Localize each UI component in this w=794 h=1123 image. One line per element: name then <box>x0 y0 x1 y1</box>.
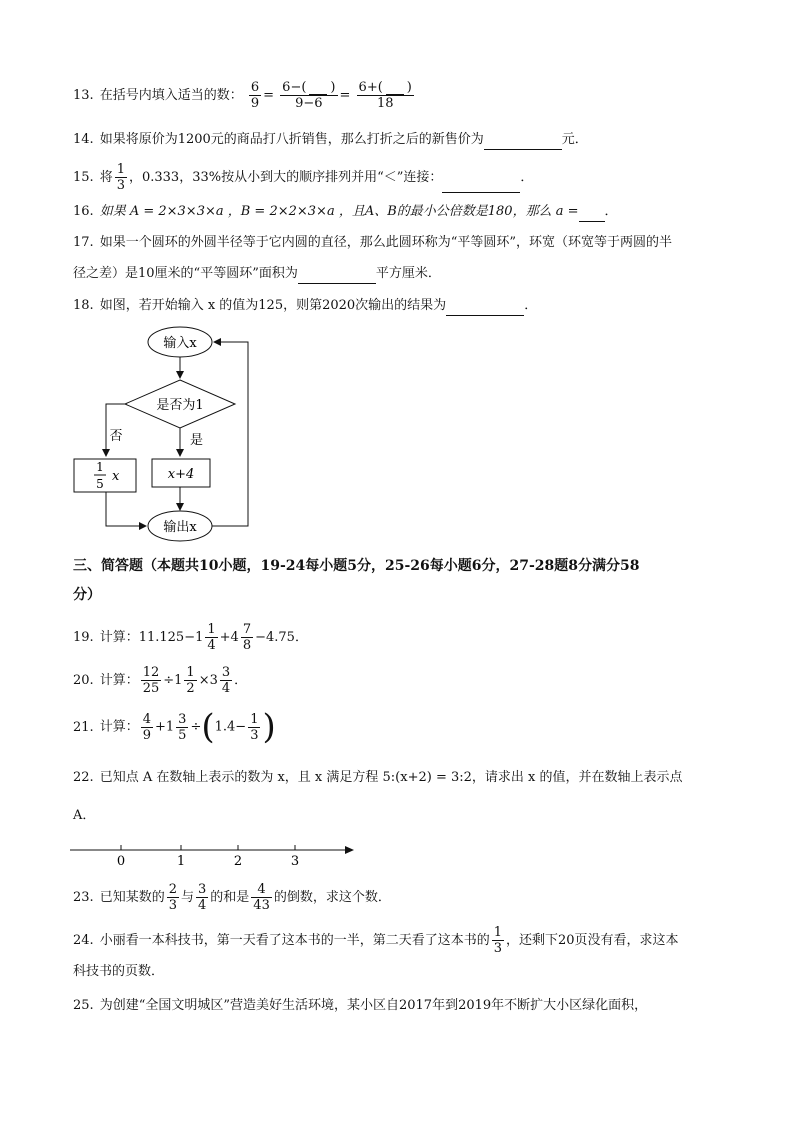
question-13: 13. 在括号内填入适当的数： $\frac{6}{9}$ = $\frac{6-( )}{9-6}$ = $\frac{6+( )}{18}$ <box>73 80 412 111</box>
number-line <box>70 840 360 870</box>
question-17-line-1 <box>73 233 672 253</box>
question-text: 在括号内填入适当的数： <box>99 88 243 103</box>
svg-text:1: 1 <box>96 460 104 474</box>
svg-text:x: x <box>112 469 120 484</box>
section-3-heading-cont: 分） <box>73 587 101 603</box>
section-3-heading: 三、简答题（本题共10小题，19-24每小题5分，25-26每小题6分，27-28题8分满分58 <box>73 558 640 574</box>
question-17-line-2: 径之差）是10厘米的“平等圆环”面积为 平方厘米． <box>73 264 441 284</box>
question-24-line-2: 科技书的页数． <box>73 964 165 979</box>
question-text: 如果将原价为1200元的商品打八折销售，那么打折之后的新售价为 <box>99 132 484 147</box>
question-15: 15. 将 $\frac{1}{3}$ ，0.333，33%按从小到大的顺序排列并用“＜”连接： ． <box>73 162 534 193</box>
fraction: $\frac{6+( )}{18}$ <box>358 80 412 111</box>
svg-text:3: 3 <box>290 854 300 869</box>
question-19: 19. 计算：11.125−1 $\frac{1}{4}$ +4 $\frac{7}{8}$ −4.75． <box>73 622 308 653</box>
question-number: 24. <box>73 933 94 948</box>
question-23: 23. 已知某数的 $\frac{2}{3}$ 与 $\frac{3}{4}$ 的和是 $\frac{4}{43}$ 的倒数，求这个数． <box>73 882 391 913</box>
question-number: 16. <box>73 204 94 219</box>
decision-label: 是否为1 <box>156 398 204 413</box>
output-label: 输出x <box>163 520 197 535</box>
svg-text:5: 5 <box>96 477 104 491</box>
svg-text:2: 2 <box>233 854 243 869</box>
question-24-line-1: 24. 小丽看一本科技书，第一天看了这本书的一半，第二天看了这本书的 $\frac{1}{3}$ ，还剩下20页没有看，求这本 <box>73 925 679 956</box>
question-number: 17. <box>73 235 94 250</box>
question-number: 23. <box>73 890 94 905</box>
answer-blank[interactable] <box>579 207 605 222</box>
question-text: 为创建“全国文明城区”营造美好生活环境，某小区自2017年到2019年不断扩大小区绿化面积， <box>99 998 648 1013</box>
fraction: $\frac{6}{9}$ <box>250 80 260 111</box>
question-text: 如果 A = 2×3×3×a ，B = 2×2×3×a ，且A、B的最小公倍数是180，那么 a = <box>99 204 579 219</box>
svg-text:x+4: x+4 <box>167 467 195 482</box>
question-number: 25. <box>73 998 94 1013</box>
question-21: 21. 计算： $\frac{4}{9}$ +1 $\frac{3}{5}$ ÷(1.4− $\frac{1}{3}$ ) <box>73 707 276 747</box>
question-number: 13. <box>73 88 94 103</box>
no-label: 否 <box>109 429 123 444</box>
question-number: 22. <box>73 770 94 785</box>
axis-tick <box>234 845 242 869</box>
question-text: 已知点 A 在数轴上表示的数为 x，且 x 满足方程 5:(x+2) = 3:2，请求出 x 的值，并在数轴上表示点 <box>99 770 683 785</box>
fraction: $\frac{1}{3}$ <box>116 162 125 193</box>
question-number: 14. <box>73 132 94 147</box>
answer-blank[interactable] <box>442 178 520 193</box>
question-14: 14. 如果将原价为1200元的商品打八折销售，那么打折之后的新售价为 元． <box>73 130 588 150</box>
question-number: 18. <box>73 298 94 313</box>
svg-text:1: 1 <box>176 854 186 869</box>
axis-tick <box>117 845 125 869</box>
answer-blank[interactable] <box>446 301 524 316</box>
question-number: 19. <box>73 630 94 645</box>
axis-tick <box>177 845 185 869</box>
question-20: 20. 计算： $\frac{12}{25}$ ÷1 $\frac{1}{2}$ ×3 $\frac{3}{4}$ ． <box>73 665 248 696</box>
question-number: 21. <box>73 719 94 735</box>
question-number: 15. <box>73 170 94 185</box>
question-text: 如图，若开始输入 x 的值为125，则第2020次输出的结果为 <box>99 298 447 313</box>
flowchart <box>60 320 300 550</box>
question-22-line-2: A． <box>73 808 96 823</box>
axis-tick <box>291 845 299 869</box>
fraction: $\frac{6-( )}{9-6}$ <box>282 80 336 111</box>
question-16: 16. 如果 A = 2×3×3×a ，B = 2×2×3×a ，且A、B的最小公倍数是180，那么 a = ． <box>73 202 618 222</box>
answer-blank[interactable] <box>298 269 376 284</box>
svg-text:0: 0 <box>116 854 126 869</box>
answer-blank[interactable] <box>484 135 562 150</box>
question-text: 如果一个圆环的外圆半径等于它内圆的直径，那么此圆环称为“平等圆环”，环宽（环宽等于两圆的半 <box>99 235 672 250</box>
input-label: 输入x <box>163 336 197 351</box>
question-22-line-1 <box>73 768 683 788</box>
question-text: ，0.333，33%按从小到大的顺序排列并用“＜”连接： <box>128 170 443 185</box>
question-18: 18. 如图，若开始输入 x 的值为125，则第2020次输出的结果为 ． <box>73 296 537 316</box>
question-number: 20. <box>73 673 94 688</box>
yes-label: 是 <box>190 433 204 448</box>
question-25 <box>73 996 647 1016</box>
